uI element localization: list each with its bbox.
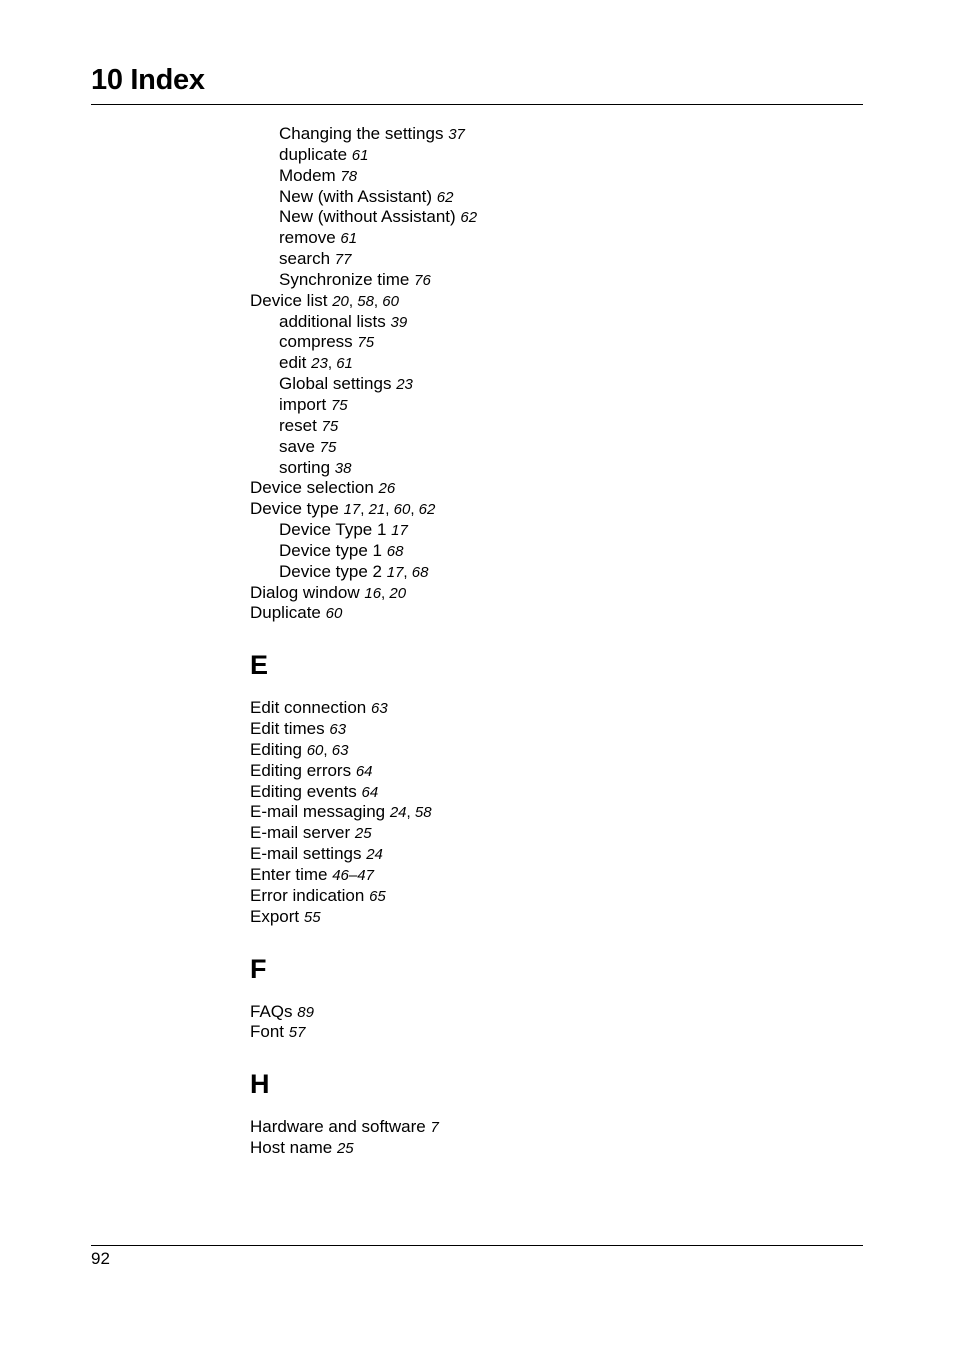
index-subentry — [250, 395, 810, 416]
page-reference: 20 — [332, 292, 349, 310]
index-term: duplicate — [279, 144, 348, 164]
index-subentry — [250, 166, 810, 187]
index-entry — [250, 1117, 810, 1138]
page-reference: 68 — [411, 563, 429, 581]
page-reference: 75 — [321, 417, 339, 435]
page-reference: 26 — [378, 480, 396, 498]
index-term: Device list — [250, 290, 328, 310]
page-reference: 61 — [340, 230, 358, 248]
page-reference: 62 — [460, 209, 478, 227]
index-term: Global settings — [279, 374, 392, 394]
index-subentry — [250, 249, 810, 270]
index-subentry — [250, 374, 810, 395]
index-subentry — [250, 520, 810, 541]
index-term: Device type 2 — [279, 561, 382, 581]
index-term: Edit times — [250, 719, 325, 739]
index-subentry — [250, 437, 810, 458]
index-term: New (with Assistant) — [279, 186, 433, 206]
index-term: Modem — [279, 165, 336, 185]
page-reference: 23 — [396, 376, 413, 394]
index-entry: E-mail messaging 24, 58 — [250, 802, 432, 822]
index-entry — [250, 1002, 810, 1023]
page-reference: 7 — [430, 1119, 439, 1137]
index-term: Export — [250, 906, 300, 926]
index-subentry — [250, 541, 810, 562]
page-reference: 75 — [330, 396, 348, 414]
index-entry — [250, 719, 810, 740]
page-reference: 17 — [391, 522, 408, 540]
index-entry — [250, 823, 810, 844]
index-subentry — [250, 332, 810, 353]
index-entry: Dialog window 16, 20 — [250, 582, 407, 602]
page-reference: 17 — [343, 501, 361, 519]
index-subentry — [250, 458, 810, 479]
index-subentry — [250, 270, 810, 291]
page-reference: 77 — [334, 251, 352, 269]
index-entry — [250, 865, 810, 886]
page-reference: 60 — [325, 605, 343, 623]
index-term: Editing errors — [250, 760, 352, 780]
page-reference: 63 — [331, 741, 349, 759]
page-reference: 16 — [364, 584, 382, 602]
index-term: Error indication — [250, 885, 365, 905]
page-reference: 61 — [351, 146, 369, 164]
index-term: reset — [279, 415, 317, 435]
page-reference: 17 — [386, 563, 404, 581]
index-entry — [250, 1022, 810, 1043]
index-entry — [250, 782, 810, 803]
index-subentry — [250, 416, 810, 437]
page-reference: 62 — [418, 501, 436, 519]
page-reference: 76 — [414, 271, 431, 289]
footer-divider — [91, 1245, 863, 1246]
page-reference: 60 — [393, 501, 411, 519]
page-reference: 58 — [414, 804, 432, 822]
index-term: E-mail settings — [250, 844, 362, 864]
index-term: Device type — [250, 499, 339, 519]
index-term: Changing the settings — [279, 124, 444, 143]
page-reference: 62 — [436, 188, 454, 206]
index-term: FAQs — [250, 1001, 293, 1021]
index-subentry: Device type 2 17, 68 — [279, 561, 429, 581]
index-entry: Editing 60, 63 — [250, 739, 349, 759]
index-term: Device selection — [250, 478, 374, 498]
index-term: search — [279, 249, 331, 269]
page-reference: 63 — [329, 721, 347, 739]
page-reference: 39 — [390, 313, 408, 331]
index-term: Editing events — [250, 781, 357, 801]
index-entry — [250, 603, 810, 624]
index-term: Dialog window — [250, 582, 360, 602]
index-term: Synchronize time — [279, 269, 410, 289]
index-term: Hardware and software — [250, 1117, 426, 1137]
page-reference: 68 — [386, 542, 404, 560]
index-term: Device Type 1 — [279, 520, 387, 540]
index-entry — [250, 907, 810, 928]
page-reference: 25 — [336, 1140, 354, 1158]
page-reference: 24 — [389, 804, 407, 822]
page-reference: 46–47 — [332, 867, 374, 884]
page-title: 10 Index — [91, 64, 205, 96]
index-entry — [250, 761, 810, 782]
page-reference: 20 — [389, 584, 407, 602]
index-subentry — [250, 187, 810, 208]
page-reference: 24 — [366, 846, 383, 864]
page-reference: 58 — [357, 292, 374, 310]
index-term: Font — [250, 1022, 285, 1042]
page-number: 92 — [91, 1249, 110, 1268]
index-term: import — [279, 394, 327, 414]
page-reference: 37 — [448, 126, 465, 143]
page-reference: 21 — [368, 501, 386, 519]
index-entry: Device list 20, 58, 60 — [250, 290, 399, 310]
index-term: E-mail messaging — [250, 802, 386, 822]
page-reference: 38 — [334, 459, 352, 477]
index-entry — [250, 478, 810, 499]
index-term: Device type 1 — [279, 540, 382, 560]
index-letter-heading: E — [250, 650, 269, 681]
index-subentry — [250, 145, 810, 166]
index-term: additional lists — [279, 311, 386, 331]
page-reference: 23 — [311, 355, 328, 373]
index-letter-heading: H — [250, 1069, 270, 1100]
index-term: New (without Assistant) — [279, 207, 456, 227]
index-letter-heading: F — [250, 953, 267, 984]
page-reference: 78 — [340, 167, 358, 185]
index-term: E-mail server — [250, 823, 351, 843]
index-subentry: edit 23, 61 — [279, 353, 353, 373]
index-term: remove — [279, 228, 336, 248]
index-subentry — [250, 312, 810, 333]
index-term: Duplicate — [250, 603, 321, 623]
page-reference: 25 — [354, 825, 372, 843]
page-reference: 64 — [355, 762, 373, 780]
index-subentry — [250, 124, 810, 145]
index-term: Enter time — [250, 865, 328, 884]
index-entry — [250, 698, 810, 719]
index-entry — [250, 1138, 810, 1159]
page-reference: 55 — [303, 908, 321, 926]
page-reference: 63 — [370, 700, 388, 718]
index-term: save — [279, 436, 315, 456]
page-reference: 64 — [361, 783, 379, 801]
index-term: Editing — [250, 739, 302, 759]
page-reference: 61 — [336, 355, 353, 373]
index-entry: Device type 17, 21, 60, 62 — [250, 499, 436, 519]
page-reference: 65 — [369, 887, 386, 905]
index-term: Host name — [250, 1138, 333, 1158]
page-reference: 75 — [357, 334, 375, 352]
index-term: Edit connection — [250, 698, 367, 718]
index-column — [250, 124, 810, 1159]
page-reference: 60 — [306, 741, 324, 759]
page-reference: 75 — [319, 438, 337, 456]
page-reference: 57 — [288, 1024, 306, 1042]
index-term: compress — [279, 332, 353, 352]
page-reference: 89 — [297, 1003, 314, 1021]
index-term: sorting — [279, 457, 331, 477]
index-entry — [250, 844, 810, 865]
page-reference: 60 — [382, 292, 399, 310]
index-entry — [250, 886, 810, 907]
index-subentry — [250, 207, 810, 228]
header-divider — [91, 104, 863, 105]
index-term: edit — [279, 353, 307, 373]
index-subentry — [250, 228, 810, 249]
